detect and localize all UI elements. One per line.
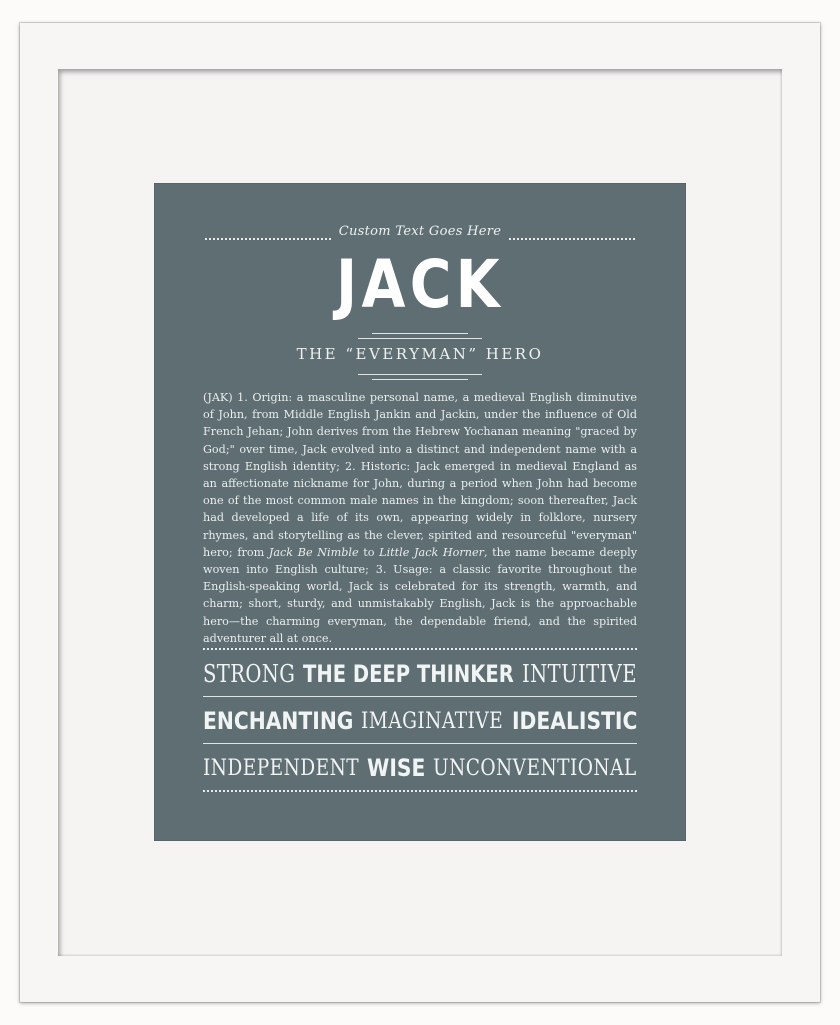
dotted-rule-traits-top bbox=[203, 648, 637, 650]
rule-bottom-2 bbox=[372, 379, 468, 380]
definition-italic-1: Jack Be Nimble bbox=[268, 545, 359, 559]
trait-word: INTUITIVE bbox=[522, 660, 638, 688]
custom-text: Custom Text Goes Here bbox=[338, 224, 502, 239]
rule-bottom-1 bbox=[358, 374, 482, 375]
name-print bbox=[155, 184, 685, 840]
name-definition bbox=[203, 389, 637, 647]
mat-board bbox=[58, 69, 782, 956]
rule-traits-2 bbox=[203, 743, 637, 744]
rule-top-2 bbox=[358, 338, 482, 339]
rule-traits-1 bbox=[203, 696, 637, 697]
trait-line-2 bbox=[203, 704, 637, 738]
rule-top-1 bbox=[372, 333, 468, 334]
trait-word: STRONG bbox=[203, 660, 296, 688]
trait-word: THE DEEP THINKER bbox=[303, 660, 515, 688]
trait-word: IMAGINATIVE bbox=[361, 708, 504, 734]
trait-word: UNCONVENTIONAL bbox=[433, 755, 638, 781]
definition-italic-2: Little Jack Horner bbox=[379, 545, 484, 559]
picture-frame bbox=[20, 23, 820, 1002]
trait-word: WISE bbox=[367, 754, 426, 782]
dotted-rule-traits-bottom bbox=[203, 790, 637, 792]
name-title: JACK bbox=[336, 246, 504, 323]
name-subtitle: THE “EVERYMAN” HERO bbox=[296, 345, 544, 363]
definition-text-2: to bbox=[358, 545, 380, 559]
trait-word: ENCHANTING bbox=[203, 707, 354, 735]
trait-word: INDEPENDENT bbox=[203, 755, 360, 781]
trait-line-3 bbox=[203, 751, 637, 785]
dotted-rule-right bbox=[509, 238, 635, 240]
definition-text-1: (JAK) 1. Origin: a masculine personal name, a medieval English diminutive of John, from Middle English Jankin and Jackin, under the influence of Old French Jehan; John derives from the Hebrew Yochanan meaning "graced by God;" over time, Jack evolved into a distinct and independent name with a strong English identity; 2. Historic: Jack emerged in medieval England as an affectionate nickname for John, during a period when John had become one of the most common male names in the kingdom; soon thereafter, Jack had developed a life of its own, appearing widely in folklore, nursery rhymes, and storytelling as the clever, spirited and resourceful "everyman" hero; from bbox=[203, 391, 637, 559]
trait-word: IDEALISTIC bbox=[511, 707, 638, 735]
trait-line-1 bbox=[203, 657, 637, 691]
definition-text-3: , the name became deeply woven into English culture; 3. Usage: a classic favorite throughout the English-speaking world, Jack is celebrated for its strength, warmth, and charm; short, sturdy, and unmistakably English, Jack is the approachable hero—the charming everyman, the dependable friend, and the spirited adventurer all at once. bbox=[203, 545, 638, 645]
